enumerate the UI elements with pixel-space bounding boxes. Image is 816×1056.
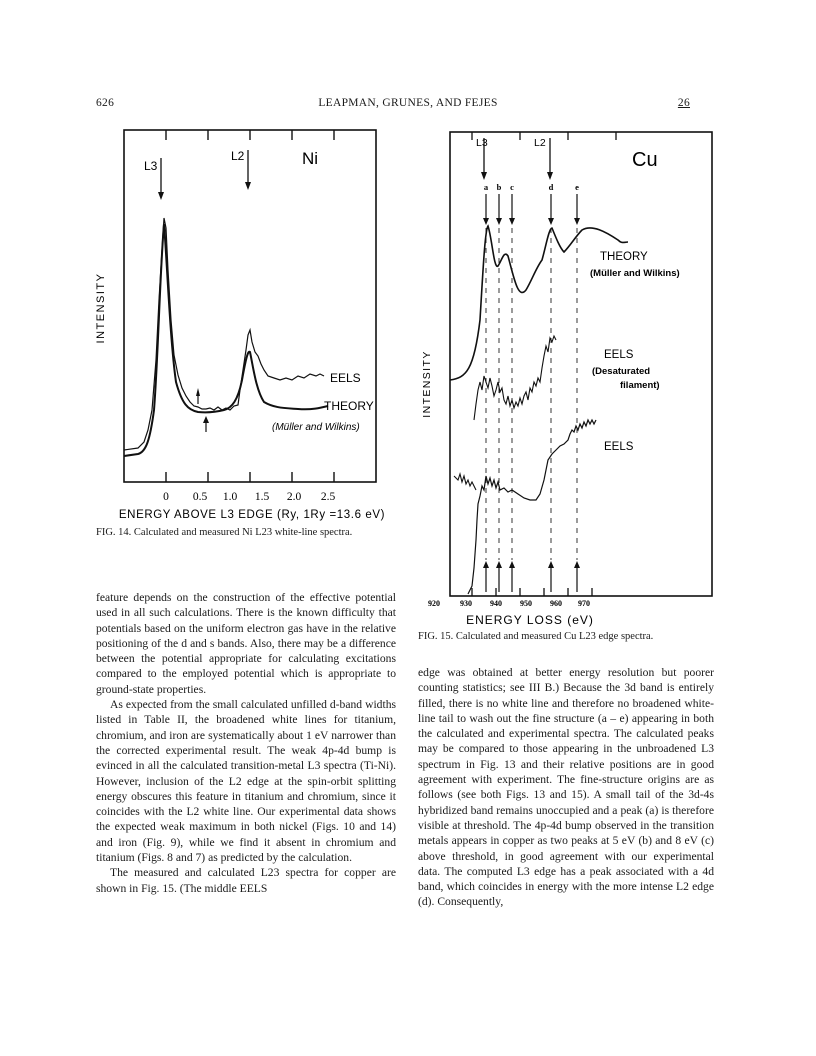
fig14-l2-label: L2 — [231, 149, 245, 163]
fig15-theory-label: THEORY — [600, 251, 648, 263]
fig14-theory-ref: (Müller and Wilkins) — [272, 422, 360, 433]
fig15-bottom-arrowheads — [483, 561, 580, 568]
fig14-bump-arrow-lower — [203, 416, 209, 423]
fig15-ylabel: INTENSITY — [421, 350, 433, 418]
fig14-theory-label: THEORY — [324, 399, 374, 413]
fig15-l2-label: L2 — [534, 137, 546, 149]
right-text-column — [418, 665, 714, 910]
fig15-xlabel: ENERGY LOSS (eV) — [466, 613, 594, 627]
fig15-marker-e: e — [575, 182, 579, 192]
volume-number: 26 — [677, 97, 690, 109]
fig15-bottom-arrows — [486, 568, 577, 592]
fig15-l3-arrowhead — [481, 172, 487, 180]
fig14-xtick-2: 1.0 — [222, 491, 238, 503]
fig15-frame — [450, 132, 712, 596]
fig15-ticks — [472, 132, 616, 596]
fig14-l3-arrowhead — [158, 192, 164, 200]
fig15-xtick-920: 920 — [428, 599, 440, 608]
fig15-desat-note-2: filament) — [620, 380, 660, 391]
fig15-xtick-950: 950 — [520, 599, 532, 608]
left-paragraph-2: As expected from the small calculated unfilled d-band widths listed in Table II, the broadened white lines for titanium, chromium, and iron are systematically about 1 eV narrower than the corrected experimental result. The weak 4p-4d bump is evinced in all the calculated transition-metal L3 spectra (Ti-Ni). However, inclusion of the L2 edge at the spin-orbit splitting energy obscures this feature in titanium and chromium, since it coincides with the L2 white line. Our experimental data shows the expected weak maximum in both nickel (Figs. 10 and 14) and iron (Fig. 9), while we find it absent in chromium and titanium (Figs. 8 and 7) as predicted by the calculation. — [96, 698, 396, 865]
fig15-xtick-930: 930 — [460, 599, 472, 608]
left-paragraph-3: The measured and calculated L23 spectra for copper are shown in Fig. 15. (The middle EELS — [96, 866, 396, 895]
fig14-xtick-3: 1.5 — [254, 491, 270, 503]
fig14-eels-label: EELS — [330, 371, 361, 385]
fig15-xtick-970: 970 — [578, 599, 590, 608]
fig15-plot — [410, 120, 720, 640]
fig15-xtick-940: 940 — [490, 599, 502, 608]
fig14-l2-arrowhead — [245, 182, 251, 190]
fig15-eels-curve-start — [454, 474, 476, 490]
fig15-desat-note-1: (Desaturated — [592, 366, 651, 377]
right-paragraph-1: edge was obtained at better energy resolution but poorer counting statistics; see III B.) Because the 3d band is entirely filled, there is no white line and therefore no broadened white-line tail to wash out the fine structure (a – e) appearing in both the calculated and experimental spectra. The calculated peaks may be compared to those appearing in the unbroadened L3 spectrum in Fig. 13 and their relative positions are in good agreement with experiment. The fine-structure origins are as follows (see both Figs. 13 and 15). A small tail of the 3d-4s hybridized band remains unoccupied and a peak (a) is therefore visible at threshold. The 4p-4d bump observed in the transition metals appears in copper as two peaks at 5 eV (b) and 8 eV (c) above threshold, in good agreement with our experimental data. The computed L3 edge has a peak associated with a 4d band, which coincides in energy with the more intense L2 edge (d). Consequently, — [418, 666, 714, 909]
fig14-xtick-0: 0 — [163, 491, 169, 503]
fig14-xlabel: ENERGY ABOVE L3 EDGE (Ry, 1Ry =13.6 eV) — [118, 509, 386, 521]
left-text-column — [96, 590, 396, 896]
page-number: 626 — [96, 97, 115, 109]
fig15-caption: FIG. 15. Calculated and measured Cu L23 edge spectra. — [418, 631, 654, 642]
fig15-top-arrows — [486, 194, 577, 218]
fig14-xtick-5: 2.5 — [320, 491, 336, 503]
fig14-bump-arrow-upper — [196, 388, 200, 396]
running-head-authors: LEAPMAN, GRUNES, AND FEJES — [318, 97, 498, 109]
fig15-top-arrowheads — [483, 218, 580, 225]
fig14-plot — [88, 120, 388, 530]
fig15-marker-d: d — [548, 182, 554, 192]
fig15-marker-b: b — [496, 182, 502, 192]
fig14-bottom-ticks — [166, 472, 334, 482]
fig14-top-ticks — [166, 130, 334, 140]
fig15-theory-curve — [450, 226, 628, 380]
fig15-xtick-960: 960 — [550, 599, 562, 608]
fig15-eels-label: EELS — [604, 441, 634, 453]
fig15-l2-arrowhead — [547, 172, 553, 180]
fig15-l3-label: L3 — [476, 137, 488, 149]
fig15-marker-c: c — [510, 182, 514, 192]
fig14-xtick-4: 2.0 — [286, 491, 302, 503]
fig15-marker-a: a — [483, 182, 489, 192]
fig14-caption: FIG. 14. Calculated and measured Ni L23 white-line spectra. — [96, 527, 353, 538]
fig14-element-label: Ni — [302, 149, 319, 168]
fig15-element-label: Cu — [632, 149, 658, 171]
fig15-theory-ref: (Müller and Wilkins) — [590, 268, 680, 279]
fig14-xtick-1: 0.5 — [192, 491, 208, 503]
fig14-ylabel: INTENSITY — [95, 272, 107, 344]
fig14-l3-label: L3 — [144, 159, 158, 173]
left-paragraph-1: feature depends on the construction of the effective potential used in all such calculations. There is the known difficulty that potentials based on the uniform electron gas have in the relative positioning of the d and s bands. Also, there may be a difference between the potential appropriate for calculating excitations compared to the employed potential which is appropriate to ground-state properties. — [96, 591, 396, 696]
fig15-eels-desat-label: EELS — [604, 349, 634, 361]
